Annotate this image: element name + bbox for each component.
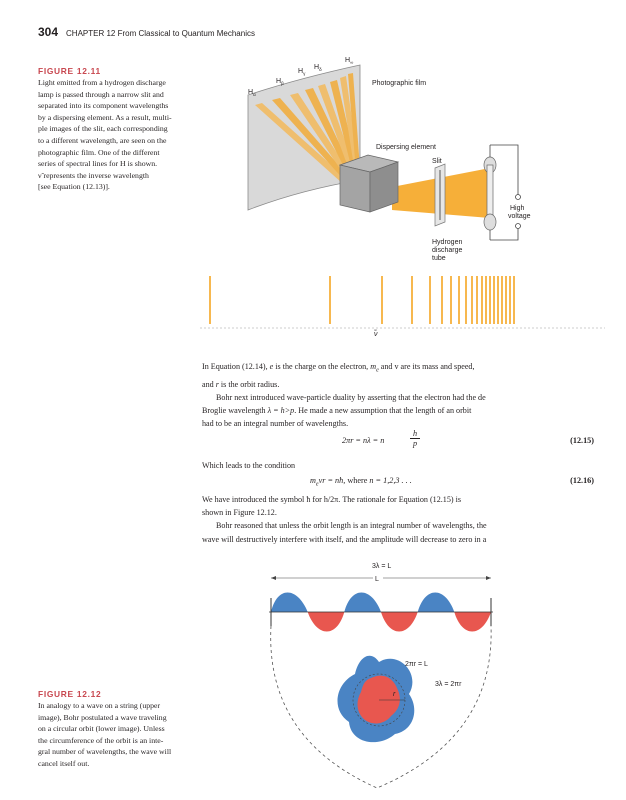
dispersing-element (340, 155, 398, 212)
high-label: High (510, 205, 525, 212)
caption-line: to a different wavelength, are seen on the (38, 135, 167, 145)
caption-line: In analogy to a wave on a string (upper (38, 701, 161, 710)
film-label: Photographic film (372, 80, 427, 87)
caption-line: Light emitted from a hydrogen discharge (38, 78, 166, 87)
caption-line: ple images of the slit, each corresponding (38, 124, 168, 134)
caption-line: the circumference of the orbit is an inte- (38, 735, 164, 745)
equation-12-16: $m_evr$ = nħ, where n = 1,2,3 . . . (12.16) (310, 476, 594, 488)
dispersing-label: Dispersing element (376, 144, 436, 151)
equation-number: (12.15) (570, 436, 594, 445)
caption-line: gral number of wavelengths, the wave will (38, 747, 172, 757)
h-infinity-label: $H_\infty$ (345, 57, 354, 65)
circumference-label: 2πr = L (405, 661, 428, 668)
running-head (38, 25, 255, 39)
page-number: 304 (38, 25, 59, 39)
wavenumber-label: ν̃ (374, 331, 378, 338)
equation-12-15: 2πr = nλ = n h p (12.15) (342, 429, 594, 448)
orbit-condition-label: 3λ = 2πr (435, 681, 462, 688)
tube-label-1: Hydrogen (432, 239, 463, 246)
string-wave (269, 593, 493, 632)
caption-line: series of spectral lines for H is shown. (38, 159, 158, 169)
figure-12-11-label: FIGURE 12.11 (38, 66, 101, 76)
caption-line: on a circular orbit (lower image). Unless (38, 724, 165, 734)
figure-12-11-caption (38, 77, 198, 193)
body-paragraph-2: Which leads to the condition (202, 461, 296, 470)
figure-12-12-caption (38, 700, 198, 770)
wire-bottom (490, 228, 518, 240)
h-alpha-label: $H_\alpha$ (248, 89, 256, 97)
body-paragraph-3: We have introduced the symbol ħ for h/2π. The rationale for Equation (12.15) is shown in Figure 12.12. Bohr reasoned that unless the orbit length is an integral number of wavelengths, the wave will destructively interfere with itself, and the amplitude will decrease to zero in a (202, 495, 487, 544)
caption-line: photographic film. One of the different (38, 147, 160, 157)
caption-line: cancel itself out. (38, 758, 90, 768)
wavelength-label: 3λ = L (372, 563, 392, 570)
spectral-lines-strip (200, 272, 620, 340)
caption-line: separated into its component wavelengths (38, 101, 169, 111)
length-label: L (375, 576, 379, 583)
orbit-wave (338, 656, 415, 742)
voltage-label: voltage (508, 213, 531, 220)
h-gamma-label: $H_\gamma$ (298, 68, 306, 76)
standing-wave-diagram (255, 558, 505, 790)
figure-12-12-label: FIGURE 12.12 (38, 689, 102, 699)
tube-label-2: discharge (432, 247, 463, 254)
h-delta-label: $H_\delta$ (314, 64, 322, 72)
tube-label-3: tube (432, 255, 446, 262)
slit-label: Slit (432, 158, 442, 165)
h-beta-label: $H_\beta$ (276, 78, 284, 86)
caption-line: lamp is passed through a narrow slit and (38, 89, 164, 99)
caption-line: [see Equation (12.13)]. (38, 182, 110, 192)
terminal-bottom (516, 224, 521, 229)
radius-label: r (393, 691, 396, 698)
caption-line: by a dispersing element. As a result, multi- (38, 112, 172, 122)
equation-number: (12.16) (570, 476, 594, 485)
body-paragraph-1: In Equation (12.14), e is the charge on the electron, $m_e$ and v are its mass and speed, and r is the orbit radius. Bohr next introduced wave-particle duality by asserting that the electron had the de Broglie wavelength λ = h>p. He made a new assumption that the length of an orbit had to be an integral number of wavelengths. (202, 362, 486, 429)
caption-line: image), Bohr postulated a wave traveling (38, 712, 167, 722)
caption-line: ν̃ represents the inverse wavelength (38, 170, 149, 180)
spectrometer-diagram (200, 50, 600, 275)
chapter-title: CHAPTER 12 From Classical to Quantum Mechanics (66, 29, 255, 38)
terminal-top (516, 195, 521, 200)
